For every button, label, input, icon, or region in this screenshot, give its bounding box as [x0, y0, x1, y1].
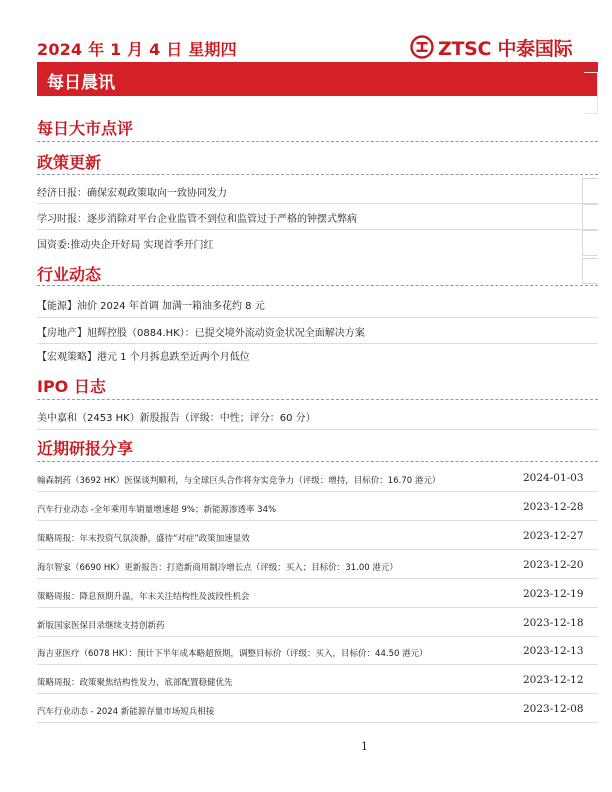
research-title[interactable]: 翰森制药（3692 HK）医保谈判顺利，与全球巨头合作将夯实竞争力（评级：增持，目标价：16.70 港元）	[37, 476, 441, 486]
side-frame	[582, 258, 598, 284]
side-frame	[582, 230, 598, 256]
row-divider	[37, 549, 598, 550]
row-divider	[37, 429, 598, 430]
research-date: 2023-12-13	[523, 645, 584, 657]
section-market-title: 每日大市点评	[37, 119, 134, 138]
ipo-item[interactable]: 美中嘉和（2453 HK）新股报告（评级：中性；评分：60 分）	[37, 413, 316, 424]
row-divider	[37, 317, 598, 318]
report-date: 2024 年 1 月 4 日 星期四	[37, 40, 237, 59]
row-divider	[37, 636, 598, 637]
section-ipo-title: IPO 日志	[37, 377, 106, 396]
research-title[interactable]: 汽车行业动态 - 2024 新能源存量市场短兵相接	[37, 707, 215, 717]
title-banner	[37, 62, 598, 96]
research-date: 2024-01-03	[523, 472, 584, 484]
row-divider	[37, 664, 598, 665]
section-divider	[37, 285, 598, 286]
ztsc-logo-icon	[410, 35, 434, 59]
research-title[interactable]: 海吉亚医疗（6078 HK）：预计下半年成本略超预期，调整目标价（评级：买入，目标价：44.50 港元）	[37, 649, 428, 659]
section-industry-title: 行业动态	[37, 265, 102, 284]
research-title[interactable]: 海尔智家（6690 HK）更新报告：打造新商用制冷增长点（评级：买入；目标价：31.00 港元）	[37, 563, 398, 573]
research-date: 2023-12-27	[523, 530, 584, 542]
research-date: 2023-12-28	[523, 501, 584, 513]
section-divider	[37, 461, 598, 462]
section-divider	[37, 174, 598, 175]
research-title[interactable]: 策略周报：年末投资气氛淡静，盛待“对症”政策加速显效	[37, 534, 250, 544]
row-divider	[37, 693, 598, 694]
research-title[interactable]: 新版国家医保目录继续支持创新药	[37, 621, 165, 631]
policy-item[interactable]: 经济日报：确保宏观政策取向一致协同发力	[37, 188, 227, 199]
research-date: 2023-12-19	[523, 588, 584, 600]
section-policy-title: 政策更新	[37, 153, 102, 172]
banner-frame	[584, 72, 598, 114]
research-date: 2023-12-18	[523, 617, 584, 629]
industry-item[interactable]: 【房地产】旭辉控股（0884.HK）：已提交境外流动资金状况全面解决方案	[37, 328, 365, 339]
policy-item[interactable]: 学习时报：逐步消除对平台企业监管不到位和监管过于严格的钟摆式弊病	[37, 214, 357, 225]
research-date: 2023-12-12	[523, 674, 584, 686]
banner-title: 每日晨讯	[47, 73, 115, 93]
section-research-title: 近期研报分享	[37, 439, 134, 458]
row-divider	[37, 343, 598, 344]
page-number: 1	[361, 740, 368, 753]
side-frame	[582, 178, 598, 204]
row-divider	[37, 229, 598, 230]
industry-item[interactable]: 【宏观策略】港元 1 个月拆息跌至近两个月低位	[37, 352, 250, 363]
research-title[interactable]: 策略周报：政策聚焦结构性发力，底部配置稳健优先	[37, 678, 233, 688]
research-date: 2023-12-08	[523, 703, 584, 715]
row-divider	[37, 722, 598, 723]
section-divider	[37, 141, 598, 142]
research-date: 2023-12-20	[523, 559, 584, 571]
section-divider	[37, 399, 598, 400]
row-divider	[37, 203, 598, 204]
row-divider	[37, 520, 598, 521]
research-title[interactable]: 汽车行业动态 -全年乘用车销量增速超 9%；新能源渗透率 34%	[37, 505, 277, 515]
logo-text: ZTSC 中泰国际	[438, 37, 573, 60]
research-title[interactable]: 策略周报：降息预期升温，年末关注结构性及波段性机会	[37, 592, 250, 602]
policy-item[interactable]: 国资委:推动央企开好局 实现首季开门红	[37, 240, 214, 251]
row-divider	[37, 607, 598, 608]
industry-item[interactable]: 【能源】油价 2024 年首调 加满一箱油多花约 8 元	[37, 301, 265, 312]
side-frame	[582, 204, 598, 230]
company-logo	[410, 34, 572, 60]
row-divider	[37, 578, 598, 579]
row-divider	[37, 491, 598, 492]
